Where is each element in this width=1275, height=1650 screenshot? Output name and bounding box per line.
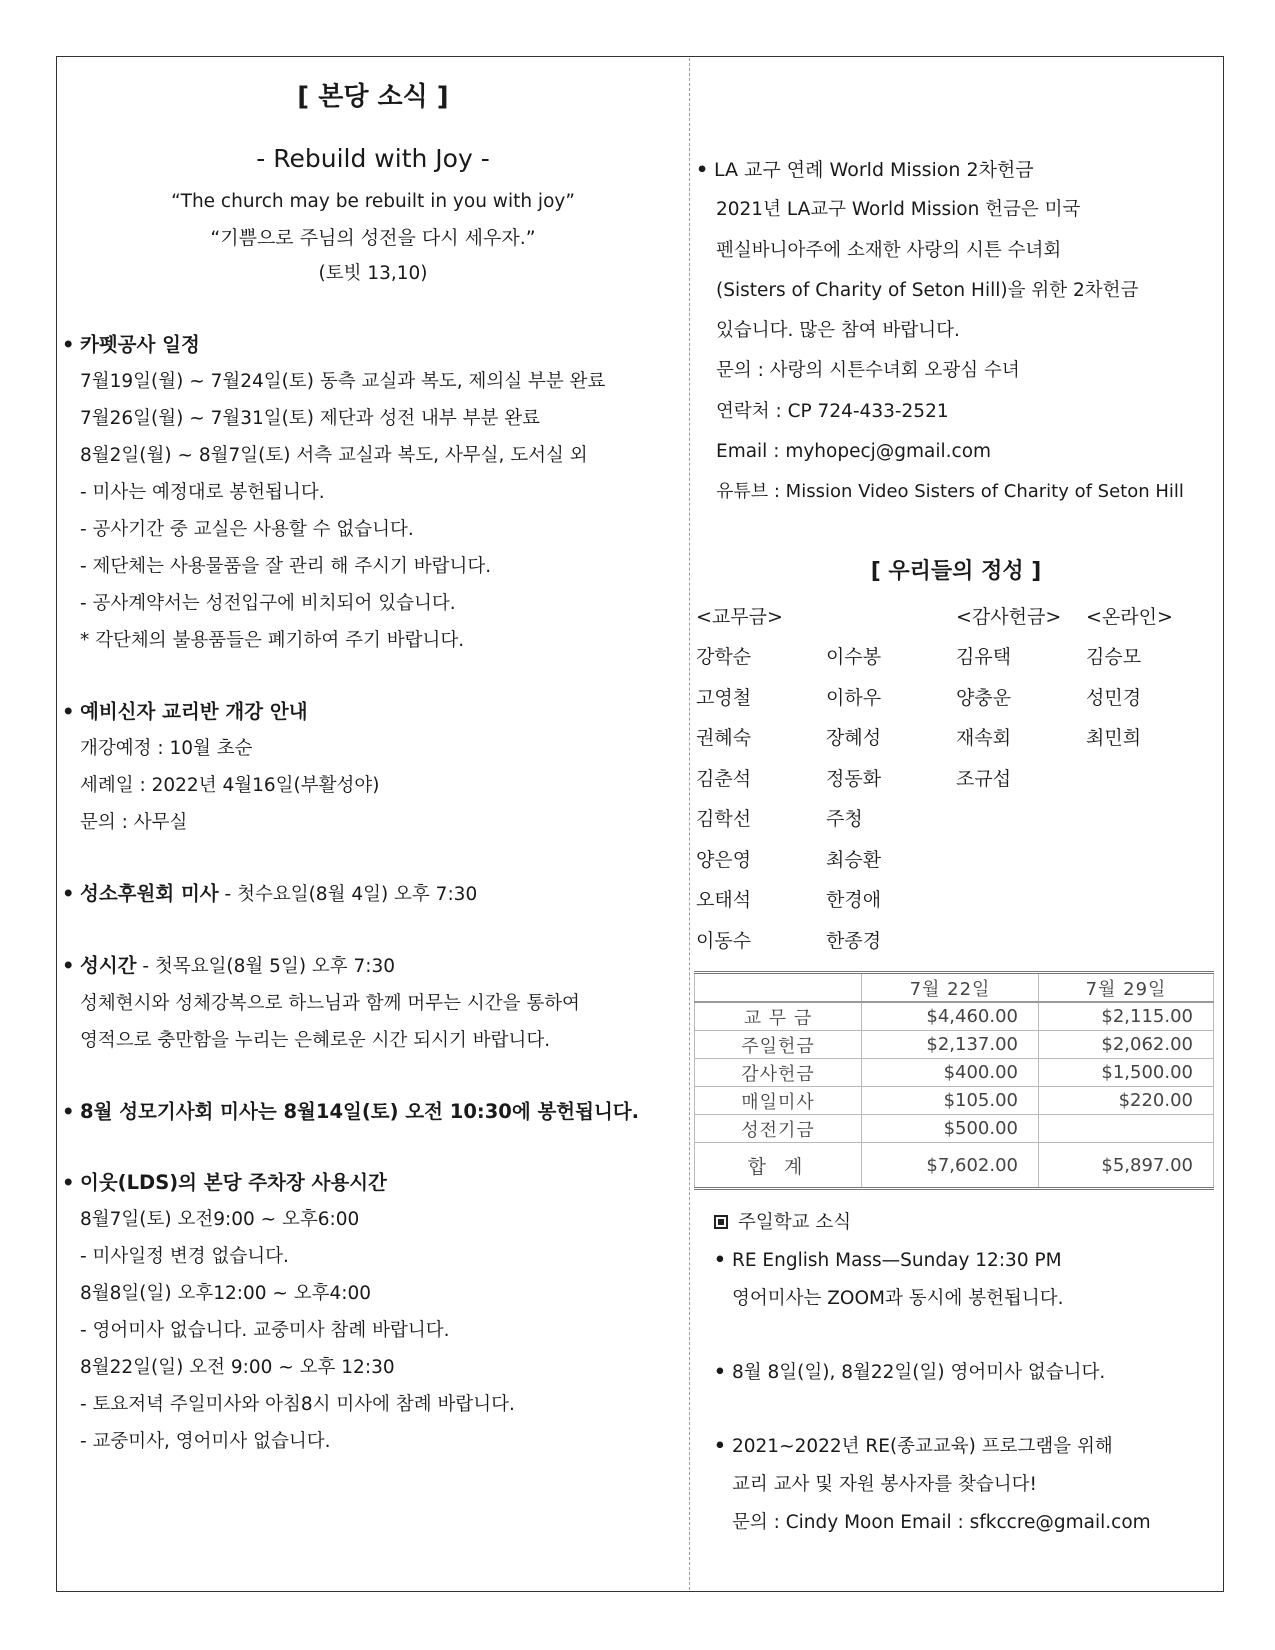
marian-heading: • 8월 성모기사회 미사는 8월14일(토) 오전 10:30에 봉헌됩니다. bbox=[62, 1093, 684, 1130]
rcia-heading: • 예비신자 교리반 개강 안내 bbox=[62, 693, 684, 730]
donor-name: 조규섭 bbox=[956, 767, 1012, 790]
quote-english: “The church may be rebuilt in you with joy” bbox=[171, 191, 575, 212]
offerings-table bbox=[694, 971, 1214, 1190]
vocation-heading: 성소후원회 미사 bbox=[80, 882, 219, 905]
donor-name bbox=[1086, 921, 1216, 962]
donor-header: <온라인> bbox=[1086, 605, 1173, 628]
donor-name: 김승모 bbox=[1086, 646, 1142, 669]
mission-line: 2021년 LA교구 World Mission 헌금은 미국 bbox=[716, 199, 1081, 221]
donors-grid bbox=[696, 597, 1216, 962]
donor-name: 주청 bbox=[826, 808, 863, 831]
amount-cell: $220.00 bbox=[1039, 1087, 1214, 1115]
table-row bbox=[695, 1115, 1214, 1143]
mission-email: Email : myhopecj@gmail.com bbox=[716, 441, 992, 463]
donor-name: 한경애 bbox=[826, 889, 882, 912]
donor-name: 이동수 bbox=[696, 929, 752, 952]
donor-name bbox=[956, 840, 1086, 881]
donor-name: 정동화 bbox=[826, 767, 882, 790]
rcia-line: 개강예정 : 10월 초순 bbox=[80, 738, 253, 759]
table-header: 7월 29일 bbox=[1039, 973, 1214, 1003]
right-column bbox=[696, 150, 1216, 1542]
mission-section bbox=[696, 150, 1216, 513]
donor-name: 강학순 bbox=[696, 646, 752, 669]
amount-cell: $400.00 bbox=[862, 1059, 1039, 1087]
amount-cell: $500.00 bbox=[862, 1115, 1039, 1143]
donor-name: 김춘석 bbox=[696, 767, 752, 790]
carpet-heading: • 카펫공사 일정 bbox=[62, 326, 684, 363]
amount-cell: $4,460.00 bbox=[862, 1002, 1039, 1031]
donor-name: 권혜숙 bbox=[696, 727, 752, 750]
table-row bbox=[695, 1087, 1214, 1115]
donor-name: 양충운 bbox=[956, 686, 1012, 709]
amount-cell: $1,500.00 bbox=[1039, 1059, 1214, 1087]
marian-section bbox=[62, 1093, 684, 1130]
lds-line: 8월22일(일) 오전 9:00 ~ 오후 12:30 bbox=[80, 1357, 395, 1378]
section-title: [ 본당 소식 ] bbox=[297, 82, 449, 112]
holy-hour-line: 영적으로 충만함을 누리는 은혜로운 시간 되시기 바랍니다. bbox=[80, 1030, 551, 1051]
row-label: 교 무 금 bbox=[695, 1002, 862, 1031]
row-label: 매일미사 bbox=[695, 1087, 862, 1115]
carpet-line: 7월26일(월) ~ 7월31일(토) 제단과 성전 내부 부분 완료 bbox=[80, 408, 540, 429]
amount-cell: $105.00 bbox=[862, 1087, 1039, 1115]
holy-hour-detail: - 첫목요일(8월 5일) 오후 7:30 bbox=[136, 956, 396, 977]
school-item: • 2021~2022년 RE(종교교육) 프로그램을 위해 bbox=[714, 1428, 1216, 1466]
donor-header bbox=[826, 597, 956, 638]
carpet-line: 8월2일(월) ~ 8월7일(토) 서측 교실과 복도, 사무실, 도서실 외 bbox=[80, 445, 588, 466]
donor-name: 이수봉 bbox=[826, 646, 882, 669]
row-label: 주일헌금 bbox=[695, 1031, 862, 1059]
donor-name bbox=[1086, 759, 1216, 800]
table-header-row bbox=[695, 973, 1214, 1003]
donor-name: 김유택 bbox=[956, 646, 1012, 669]
quote-reference: (토빗 13,10) bbox=[318, 263, 428, 284]
table-header: 7월 22일 bbox=[862, 973, 1039, 1003]
carpet-line: - 제단체는 사용물품을 잘 관리 해 주시기 바랍니다. bbox=[80, 556, 492, 577]
lds-heading: • 이웃(LDS)의 본당 주차장 사용시간 bbox=[62, 1164, 684, 1201]
table-row bbox=[695, 1002, 1214, 1031]
donor-name: 김학선 bbox=[696, 808, 752, 831]
left-column bbox=[62, 80, 684, 1460]
holy-hour-line: 성체현시와 성체강복으로 하느님과 함께 머무는 시간을 통하여 bbox=[80, 993, 580, 1014]
carpet-section bbox=[62, 326, 684, 659]
amount-cell: $2,137.00 bbox=[862, 1031, 1039, 1059]
table-row bbox=[695, 1031, 1214, 1059]
lds-line: - 영어미사 없습니다. 교중미사 참례 바랍니다. bbox=[80, 1320, 450, 1341]
mission-line: 연락처 : CP 724-433-2521 bbox=[716, 400, 949, 422]
donor-name bbox=[956, 799, 1086, 840]
mission-line: 있습니다. 많은 참여 바랍니다. bbox=[716, 320, 960, 342]
theme-title: - Rebuild with Joy - bbox=[256, 144, 490, 173]
vocation-detail: - 첫수요일(8월 4일) 오후 7:30 bbox=[218, 884, 478, 905]
lds-line: - 미사일정 변경 없습니다. bbox=[80, 1246, 289, 1267]
donor-name bbox=[1086, 840, 1216, 881]
donor-name: 양은영 bbox=[696, 848, 752, 871]
total-amount: $7,602.00 bbox=[862, 1143, 1039, 1189]
sunday-school-section bbox=[696, 1204, 1216, 1542]
donor-name: 성민경 bbox=[1086, 686, 1142, 709]
holy-hour-section bbox=[62, 947, 684, 1059]
carpet-line: 7월19일(월) ~ 7월24일(토) 동측 교실과 복도, 제의실 부분 완료 bbox=[80, 371, 606, 392]
donor-name bbox=[1086, 880, 1216, 921]
rcia-line: 문의 : 사무실 bbox=[80, 812, 188, 833]
rcia-line: 세례일 : 2022년 4월16일(부활성야) bbox=[80, 775, 380, 796]
table-header bbox=[695, 973, 862, 1003]
donor-name: 재속회 bbox=[956, 727, 1012, 750]
amount-cell bbox=[1039, 1115, 1214, 1143]
donor-name bbox=[956, 880, 1086, 921]
amount-cell: $2,115.00 bbox=[1039, 1002, 1214, 1031]
school-heading: 주일학교 소식 bbox=[738, 1212, 852, 1234]
mission-heading: • LA 교구 연례 World Mission 2차헌금 bbox=[696, 150, 1216, 190]
amount-cell: $2,062.00 bbox=[1039, 1031, 1214, 1059]
mission-youtube: 유튜브 : Mission Video Sisters of Charity of Seton Hill bbox=[716, 481, 1184, 503]
donor-name: 이하우 bbox=[826, 686, 882, 709]
school-item-sub: 영어미사는 ZOOM과 동시에 봉헌됩니다. bbox=[732, 1288, 1064, 1310]
rcia-section bbox=[62, 693, 684, 841]
donor-header: <감사헌금> bbox=[956, 605, 1062, 628]
mission-line: 문의 : 사랑의 시튼수녀회 오광심 수녀 bbox=[716, 360, 1020, 382]
donor-name bbox=[956, 921, 1086, 962]
square-bullet-icon bbox=[714, 1215, 728, 1229]
lds-line: - 토요저녁 주일미사와 아침8시 미사에 참례 바랍니다. bbox=[80, 1394, 515, 1415]
lds-line: 8월7일(토) 오전9:00 ~ 오후6:00 bbox=[80, 1209, 360, 1230]
total-amount: $5,897.00 bbox=[1039, 1143, 1214, 1189]
donor-name bbox=[1086, 799, 1216, 840]
donor-header: <교무금> bbox=[696, 605, 783, 628]
school-item: • 8월 8일(일), 8월22일(일) 영어미사 없습니다. bbox=[714, 1354, 1216, 1392]
school-contact: 문의 : Cindy Moon Email : sfkccre@gmail.com bbox=[732, 1512, 1151, 1534]
school-item: • RE English Mass—Sunday 12:30 PM bbox=[714, 1242, 1216, 1280]
table-row bbox=[695, 1059, 1214, 1087]
donor-name: 최승환 bbox=[826, 848, 882, 871]
lds-line: - 교중미사, 영어미사 없습니다. bbox=[80, 1431, 331, 1452]
column-divider bbox=[689, 58, 690, 1590]
mission-line: 펜실바니아주에 소재한 사랑의 시튼 수녀회 bbox=[716, 239, 1062, 261]
quote-korean: “기쁨으로 주님의 성전을 다시 세우자.” bbox=[210, 227, 536, 249]
donor-name: 한종경 bbox=[826, 929, 882, 952]
donors-title: [ 우리들의 정성 ] bbox=[870, 558, 1042, 584]
total-label: 합 계 bbox=[695, 1143, 862, 1189]
row-label: 감사헌금 bbox=[695, 1059, 862, 1087]
row-label: 성전기금 bbox=[695, 1115, 862, 1143]
vocation-section bbox=[62, 875, 684, 913]
carpet-line: - 미사는 예정대로 봉헌됩니다. bbox=[80, 482, 325, 503]
donor-name: 오태석 bbox=[696, 889, 752, 912]
lds-section bbox=[62, 1164, 684, 1460]
donor-name: 최민희 bbox=[1086, 727, 1142, 750]
school-item-sub: 교리 교사 및 자원 봉사자를 찾습니다! bbox=[732, 1474, 1037, 1496]
carpet-line: - 공사계약서는 성전입구에 비치되어 있습니다. bbox=[80, 593, 456, 614]
total-row bbox=[695, 1143, 1214, 1189]
carpet-line: - 공사기간 중 교실은 사용할 수 없습니다. bbox=[80, 519, 414, 540]
carpet-line: * 각단체의 불용품들은 폐기하여 주기 바랍니다. bbox=[80, 630, 465, 651]
donor-name: 고영철 bbox=[696, 686, 752, 709]
mission-line: (Sisters of Charity of Seton Hill)을 위한 2차헌금 bbox=[716, 279, 1139, 301]
lds-line: 8월8일(일) 오후12:00 ~ 오후4:00 bbox=[80, 1283, 372, 1304]
holy-hour-heading: 성시간 bbox=[80, 954, 137, 977]
donor-name: 장혜성 bbox=[826, 727, 882, 750]
